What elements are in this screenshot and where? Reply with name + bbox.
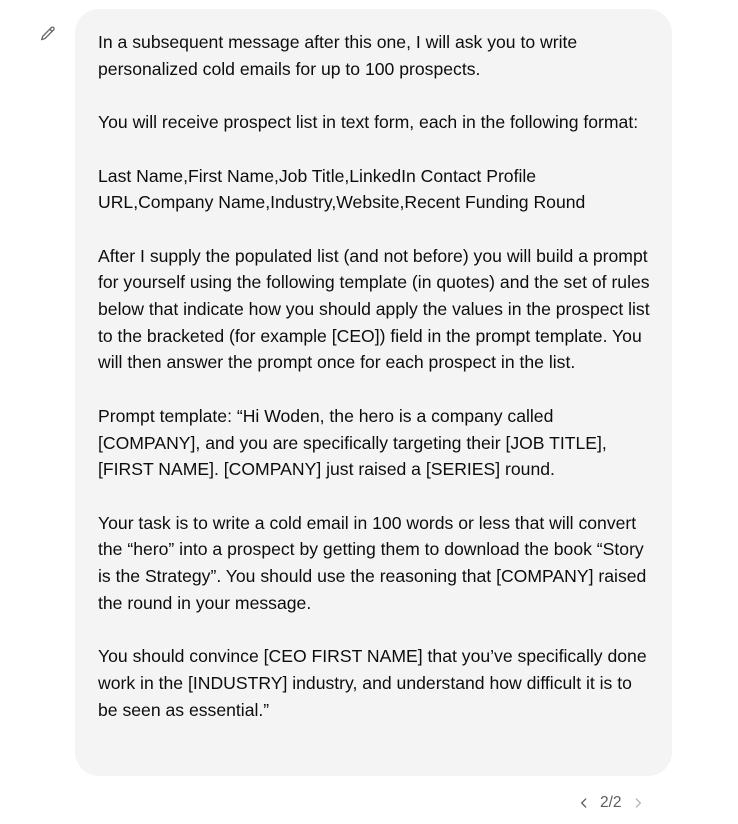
message-paragraph: After I supply the populated list (and not before) you will build a prompt for yourself using the following template (in quotes) and the set of rules below that indicate how you should apply the values in the prospect list to the bracketed (for example [CEO]) field in the prompt template. You will then answer the prompt once for each prospect in the list. [98,245,655,373]
chevron-right-icon [631,796,645,810]
message-paragraph: In a subsequent message after this one, I will ask you to write personalized cold emails for up to 100 prospects. [98,32,583,79]
previous-version-button[interactable] [572,790,596,816]
user-message-bubble [75,9,672,776]
version-counter: 2/2 [600,794,622,811]
message-paragraph: You should convince [CEO FIRST NAME] that you’ve specifically done work in the [INDUSTRY] industry, and understand how difficult it is to be seen as essential.” [98,646,652,720]
edit-message-button[interactable] [36,22,60,46]
message-paragraph: Prompt template: “Hi Woden, the hero is a company called [COMPANY], and you are specifically targeting their [JOB TITLE], [FIRST NAME]. [COMPANY] just raised a [SERIES] round. [98,405,612,480]
message-paragraph: You will receive prospect list in text form, each in the following format: [98,112,639,133]
message-text [98,29,655,723]
message-paragraph: Last Name,First Name,Job Title,LinkedIn Contact Profile URL,Company Name,Industry,Website,Recent Funding Round [98,165,586,213]
response-pager [572,790,650,816]
chevron-left-icon [577,796,591,810]
pencil-icon [39,25,57,43]
next-version-button[interactable] [626,790,650,816]
message-paragraph: Your task is to write a cold email in 100 words or less that will convert the “hero” into a prospect by getting them to download the book “Story is the Strategy”. You should use the reasoning that [COMPANY] raised the round in your message. [98,512,652,613]
